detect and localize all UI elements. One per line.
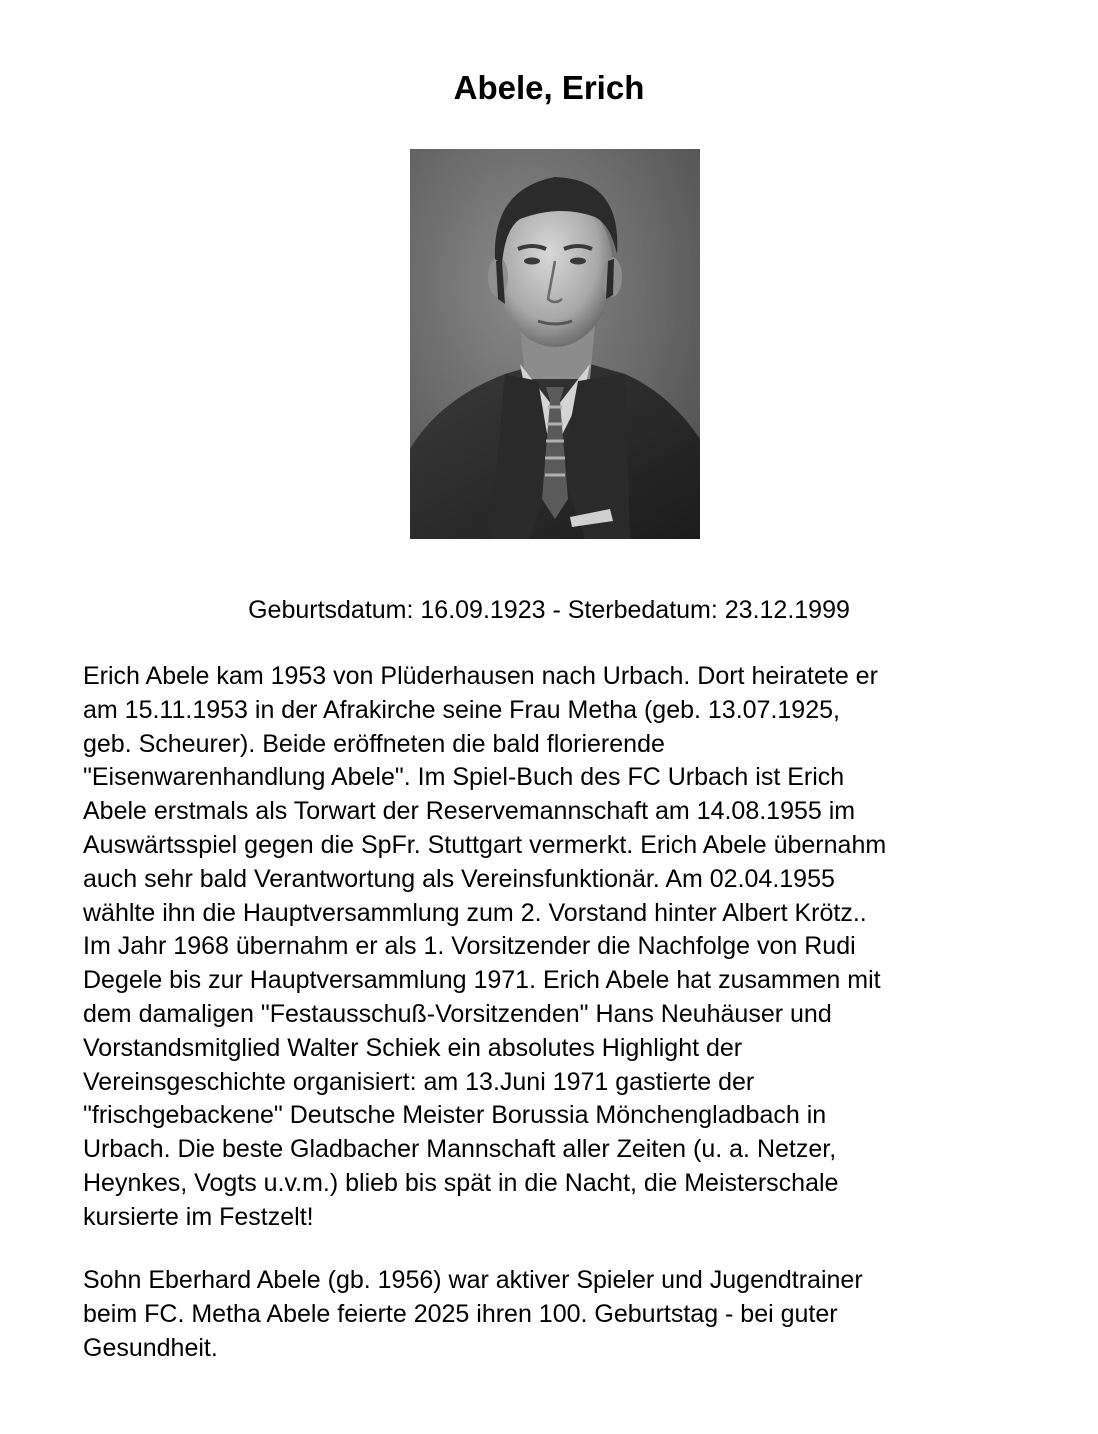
text-line: Vereinsgeschichte organisiert: am 13.Juni 1971 gastierte der — [83, 1067, 755, 1096]
text-line: Sohn Eberhard Abele (gb. 1956) war aktiver Spieler und Jugendtrainer — [83, 1266, 863, 1294]
text-line: dem damaligen "Festausschuß-Vorsitzenden" Hans Neuhäuser und — [83, 999, 832, 1028]
text-line: auch sehr bald Verantwortung als Vereinsfunktionär. Am 02.04.1955 — [83, 864, 835, 893]
text-line: beim FC. Metha Abele feierte 2025 ihren 100. Geburtstag - bei guter — [83, 1299, 838, 1328]
text-line: Urbach. Die beste Gladbacher Mannschaft aller Zeiten (u. a. Netzer, — [83, 1135, 837, 1164]
text-line: Auswärtsspiel gegen die SpFr. Stuttgart vermerkt. Erich Abele übernahm — [83, 830, 887, 859]
text-line: Gesundheit. — [83, 1333, 218, 1362]
page-title: Abele, Erich — [453, 69, 645, 106]
biography-paragraph — [83, 660, 1048, 1235]
text-line: am 15.11.1953 in der Afrakirche seine Frau Metha (geb. 13.07.1925, — [83, 695, 840, 724]
family-paragraph — [83, 1264, 1048, 1365]
text-line: wählte ihn die Hauptversammlung zum 2. Vorstand hinter Albert Krötz.. — [83, 898, 867, 927]
text-line: geb. Scheurer). Beide eröffneten die bald florierende — [83, 729, 665, 758]
text-line: kursierte im Festzelt! — [83, 1202, 314, 1231]
text-line: "Eisenwarenhandlung Abele". Im Spiel-Buch des FC Urbach ist Erich — [83, 763, 845, 792]
life-dates: Geburtsdatum: 16.09.1923 - Sterbedatum: 23.12.1999 — [248, 596, 850, 624]
portrait-photo — [410, 149, 700, 539]
text-line: Heynkes, Vogts u.v.m.) blieb bis spät in die Nacht, die Meisterschale — [83, 1168, 839, 1197]
text-line: Im Jahr 1968 übernahm er als 1. Vorsitzender die Nachfolge von Rudi — [83, 932, 856, 961]
text-line: "frischgebackene" Deutsche Meister Borussia Mönchengladbach in — [83, 1101, 827, 1130]
text-line: Abele erstmals als Torwart der Reservemannschaft am 14.08.1955 im — [83, 797, 856, 826]
text-line: Vorstandsmitglied Walter Schiek ein absolutes Highlight der — [83, 1033, 743, 1062]
text-line: Degele bis zur Hauptversammlung 1971. Erich Abele hat zusammen mit — [83, 966, 881, 995]
text-line: Erich Abele kam 1953 von Plüderhausen nach Urbach. Dort heiratete er — [83, 662, 878, 690]
